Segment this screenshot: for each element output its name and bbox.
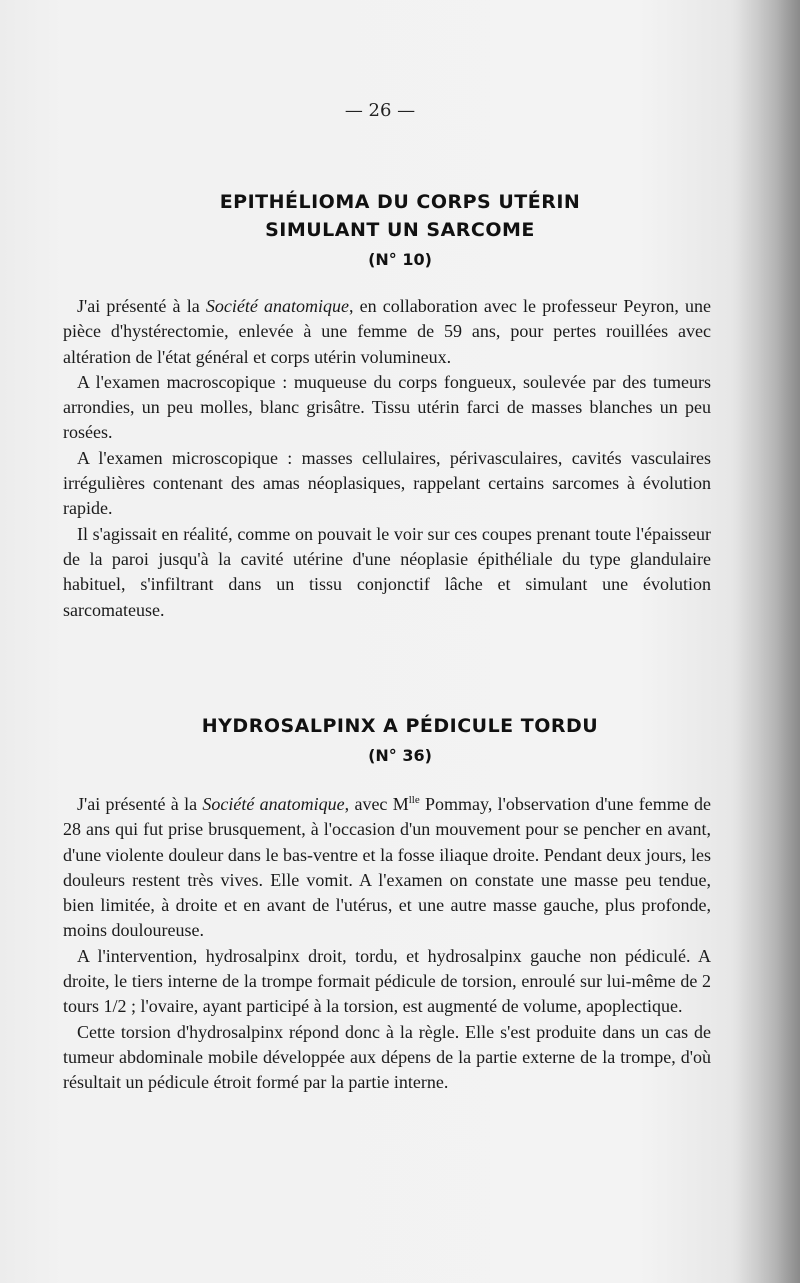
section1-paragraph-1 xyxy=(63,294,711,370)
section2-p1-text-c: Pommay, l'observation d'une femme de 28 ans qui fut prise brusquement, à l'occasion d'un mouvement pour se pencher en avant, d'une violente douleur dans le bas-ventre et la fosse iliaque droite. Pendant deux jours, les douleurs restent très vives. Elle vomit. A l'examen on constate une masse peu tendue, bien limitée, à droite et en avant de l'utérus, et une autre masse gauche, plus profonde, moins douloureuse. xyxy=(63,794,711,941)
section1-p1-text-b: , en collaboration avec le professeur Peyron, une pièce d'hystérectomie, enlevée à une femme de 59 ans, pour pertes rouillées avec altération de l'état général et corps utérin volumineux. xyxy=(63,296,711,367)
section2-paragraph-3: Cette torsion d'hydrosalpinx répond donc à la règle. Elle s'est produite dans un cas de tumeur abdominale mobile développée aux dépens de la partie externe de la trompe, d'où résultait un pédicule étroit formé par la partie interne. xyxy=(63,1021,711,1093)
section1-p1-text-a: J'ai présenté à la xyxy=(77,296,206,316)
page-number: — 26 — xyxy=(344,100,416,121)
section1-paragraph-3: A l'examen microscopique : masses cellulaires, périvasculaires, cavités vasculaires irrégulières contenant des amas néoplasiques, rappelant certains sarcomes à évolution rapide. xyxy=(63,447,711,519)
section1-body xyxy=(63,294,711,623)
section2-p1-sup: lle xyxy=(408,794,420,806)
section2-paragraph-2: A l'intervention, hydrosalpinx droit, tordu, et hydrosalpinx gauche non pédiculé. A droite, le tiers interne de la trompe formait pédicule de torsion, enroulé sur lui-même de 2 tours 1/2 ; l'ovaire, ayant participé à la torsion, est augmenté de volume, apoplectique. xyxy=(63,945,711,1017)
section2-p1-text-a: J'ai présenté à la xyxy=(77,794,203,814)
section1-paragraph-2: A l'examen macroscopique : muqueuse du corps fongueux, soulevée par des tumeurs arrondies, un peu molles, blanc grisâtre. Tissu utérin farci de masses blanches un peu rosées. xyxy=(63,371,711,443)
section1-paragraph-4: Il s'agissait en réalité, comme on pouvait le voir sur ces coupes prenant toute l'épaisseur de la paroi jusqu'à la cavité utérine d'une néoplasie épithéliale du type glandulaire habituel, s'infiltrant dans un tissu conjonctif lâche et simulant une évolution sarcomateuse. xyxy=(63,523,711,620)
section2-paragraph-1 xyxy=(63,792,711,944)
section1-number: (N° 10) xyxy=(368,250,432,269)
section1-title-line2: SIMULANT UN SARCOME xyxy=(265,219,535,241)
section2-p1-italic: Société anatomique xyxy=(202,794,345,814)
section2-body xyxy=(63,792,711,1096)
section2-number: (N° 36) xyxy=(368,746,432,765)
section2-p1-text-b: , avec M xyxy=(344,794,409,814)
section1-p1-italic: Société anatomique xyxy=(205,296,349,316)
section1-title-line1: EPITHÉLIOMA DU CORPS UTÉRIN xyxy=(219,191,581,213)
section2-title: HYDROSALPINX A PÉDICULE TORDU xyxy=(201,715,599,737)
